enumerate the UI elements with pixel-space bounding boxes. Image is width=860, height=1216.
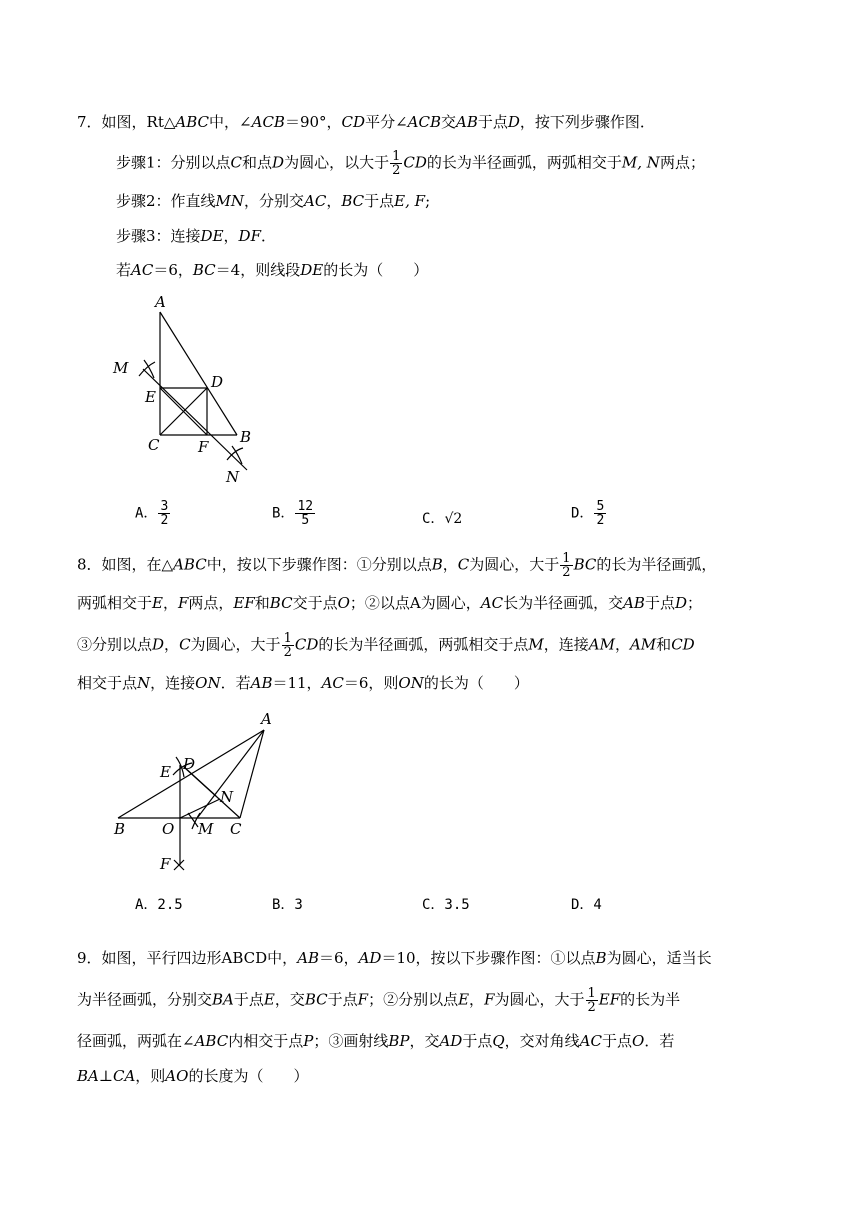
fraction: $\frac{1}{2}$ bbox=[392, 149, 401, 178]
q7-figure bbox=[105, 290, 275, 490]
fig-label-N: N bbox=[226, 468, 240, 486]
q7-condition: 若AC＝6，BC＝4，则线段DE的长为（ ） bbox=[116, 261, 429, 279]
q7-option-b[interactable]: B． $\frac{12}{5}$ bbox=[272, 499, 314, 528]
q9-line-4: BA⊥CA，则AO的长度为（ ） bbox=[77, 1067, 309, 1085]
q8-line-4: 相交于点N，连接ON．若AB＝11，AC＝6，则ON的长为（ ） bbox=[77, 674, 529, 692]
q8-line-1: 8．如图，在△ABC中，按以下步骤作图：①分别以点B，C为圆心，大于 $\frac{1}{2}$ BC的长为半径画弧， bbox=[77, 551, 717, 580]
fig-label-A: A bbox=[155, 293, 166, 311]
q7-option-a[interactable]: A． $\frac{3}{2}$ bbox=[135, 499, 169, 528]
fig-label-M: M bbox=[113, 359, 129, 377]
fig-label-M: M bbox=[198, 820, 214, 838]
fig-label-A: A bbox=[261, 710, 272, 728]
q9-line-1: 9．如图，平行四边形ABCD中，AB＝6，AD＝10，按以下步骤作图：①以点B为圆心，适当长 bbox=[77, 949, 712, 967]
q8-line-3: ③分别以点D，C为圆心，大于 $\frac{1}{2}$ CD的长为半径画弧，两弧相交于点M，连接AM，AM和CD bbox=[77, 631, 695, 660]
fig-label-B: B bbox=[240, 428, 252, 446]
q7-option-d[interactable]: D． $\frac{5}{2}$ bbox=[571, 499, 605, 528]
q7-option-c[interactable]: C．√2 bbox=[422, 511, 463, 527]
q9-line-3: 径画弧，两弧在∠ABC内相交于点P；③画射线BP，交AD于点Q，交对角线AC于点O．若 bbox=[77, 1032, 675, 1050]
q8-option-b[interactable]: B．3 bbox=[272, 897, 303, 913]
q8-line-2: 两弧相交于E，F两点，EF和BC交于点O；②以点A为圆心，AC长为半径画弧，交AB于点D； bbox=[77, 594, 702, 612]
q7-step3: 步骤3：连接DE，DF． bbox=[116, 227, 276, 245]
q7-step1: 步骤1：分别以点C和点D为圆心，以大于 $\frac{1}{2}$ CD的长为半径画弧，两弧相交于M, N两点； bbox=[116, 149, 705, 178]
q9-line-2: 为半径画弧，分别交BA于点E，交BC于点F；②分别以点E，F为圆心，大于 $\frac{1}{2}$ EF的长为半 bbox=[77, 986, 681, 1015]
q8-option-a[interactable]: A．2.5 bbox=[135, 897, 183, 913]
fig-label-E: E bbox=[145, 388, 156, 406]
fig-label-C: C bbox=[230, 820, 242, 838]
q7-step2: 步骤2：作直线MN，分别交AC，BC于点E, F; bbox=[116, 192, 431, 210]
fig-label-F: F bbox=[160, 855, 171, 873]
fig-label-D: D bbox=[183, 755, 196, 773]
fig-label-D: D bbox=[211, 373, 224, 391]
q8-option-d[interactable]: D．4 bbox=[571, 897, 602, 913]
fig-label-E: E bbox=[160, 763, 171, 781]
fig-label-C: C bbox=[148, 436, 160, 454]
q8-figure bbox=[108, 705, 288, 880]
fig-label-N: N bbox=[220, 788, 234, 806]
fig-label-F: F bbox=[198, 438, 209, 456]
q8-option-c[interactable]: C．3.5 bbox=[422, 897, 470, 913]
q7-stem: 7．如图，Rt△ABC中，∠ACB＝90°，CD平分∠ACB交AB于点D，按下列步骤作图． bbox=[77, 113, 655, 131]
fig-label-O: O bbox=[162, 820, 175, 838]
fig-label-B: B bbox=[114, 820, 126, 838]
